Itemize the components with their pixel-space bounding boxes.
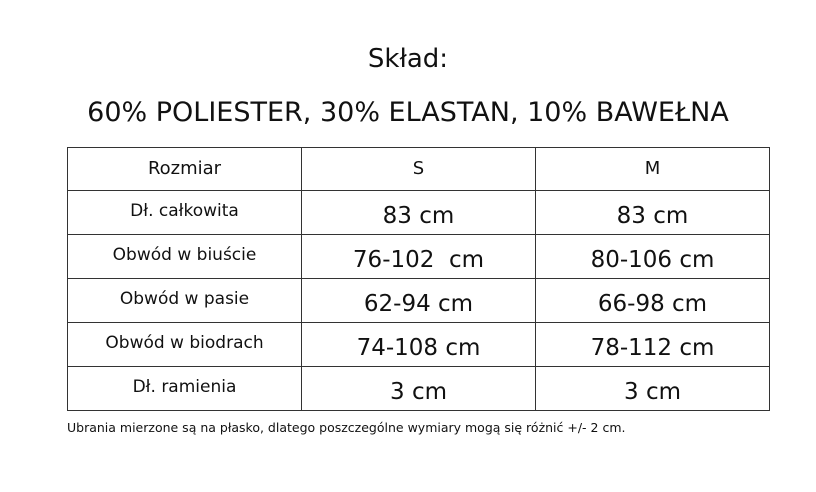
header-cell-m — [536, 148, 770, 191]
row-label-text: Dł. ramienia — [132, 376, 237, 397]
value-cell-s — [302, 323, 536, 367]
row-label-text: Obwód w pasie — [119, 288, 250, 309]
table-row — [68, 279, 770, 323]
value-text: 83 cm — [616, 202, 689, 229]
row-label — [68, 323, 302, 367]
value-cell-s — [302, 367, 536, 411]
row-label — [68, 279, 302, 323]
table-header-row — [68, 148, 770, 191]
value-text: 66-98 cm — [597, 290, 708, 317]
table-row — [68, 235, 770, 279]
value-text: 76-102 cm — [352, 246, 485, 273]
row-label-text: Obwód w biodrach — [105, 332, 264, 353]
value-text: 3 cm — [390, 378, 447, 405]
row-label — [68, 235, 302, 279]
composition-title: Skład: — [367, 44, 449, 74]
size-table — [67, 147, 770, 411]
value-cell-m — [536, 367, 770, 411]
row-label-text: Dł. całkowita — [130, 200, 239, 221]
header-cell-s — [302, 148, 536, 191]
header-cell-size — [68, 148, 302, 191]
table-row — [68, 191, 770, 235]
value-cell-s — [302, 235, 536, 279]
value-text: 80-106 cm — [590, 246, 715, 273]
row-label — [68, 191, 302, 235]
table-row — [68, 323, 770, 367]
value-text: 74-108 cm — [356, 334, 481, 361]
value-cell-m — [536, 235, 770, 279]
value-cell-m — [536, 323, 770, 367]
row-label-text: Obwód w biuście — [112, 244, 257, 265]
table-row — [68, 367, 770, 411]
value-cell-s — [302, 191, 536, 235]
value-text: 83 cm — [382, 202, 455, 229]
value-cell-m — [536, 279, 770, 323]
measurement-footnote: Ubrania mierzone są na płasko, dlatego poszczególne wymiary mogą się różnić +/- 2 cm. — [67, 420, 626, 435]
value-text: 62-94 cm — [363, 290, 474, 317]
value-text: 78-112 cm — [590, 334, 715, 361]
value-cell-s — [302, 279, 536, 323]
row-label — [68, 367, 302, 411]
header-label: M — [644, 157, 661, 179]
value-cell-m — [536, 191, 770, 235]
header-label: Rozmiar — [147, 157, 222, 179]
value-text: 3 cm — [624, 378, 681, 405]
composition-materials: 60% POLIESTER, 30% ELASTAN, 10% BAWEŁNA — [87, 97, 729, 128]
header-label: S — [412, 157, 425, 179]
